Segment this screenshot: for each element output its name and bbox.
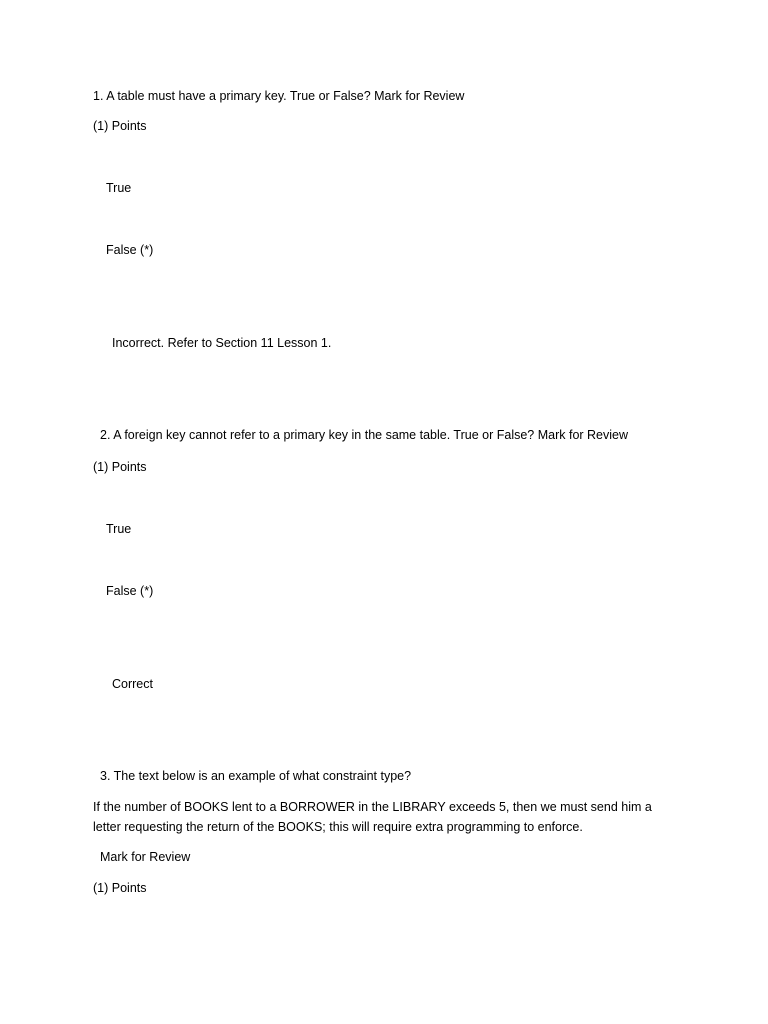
question-1-feedback: Incorrect. Refer to Section 11 Lesson 1.: [112, 336, 332, 350]
question-3-points: (1) Points: [93, 881, 147, 895]
question-3-body: If the number of BOOKS lent to a BORROWER in the LIBRARY exceeds 5, then we must send him a letter requesting the return of the BOOKS; this will require extra programming to enforce.: [93, 800, 652, 834]
question-1-option-true: True: [106, 181, 132, 195]
question-1-option-false: False (*): [106, 243, 154, 257]
question-2-stem: 2. A foreign key cannot refer to a primary key in the same table. True or False? Mark for Review: [100, 428, 629, 442]
question-2-points: (1) Points: [93, 460, 147, 474]
question-1-points: (1) Points: [93, 119, 147, 133]
question-3-stem: 3. The text below is an example of what constraint type?: [100, 769, 412, 783]
question-3-mark-for-review: Mark for Review: [100, 850, 191, 864]
question-1-stem: 1. A table must have a primary key. True or False? Mark for Review: [93, 89, 465, 103]
question-2-option-false: False (*): [106, 584, 154, 598]
question-2-option-true: True: [106, 522, 132, 536]
question-2-feedback: Correct: [112, 677, 153, 691]
